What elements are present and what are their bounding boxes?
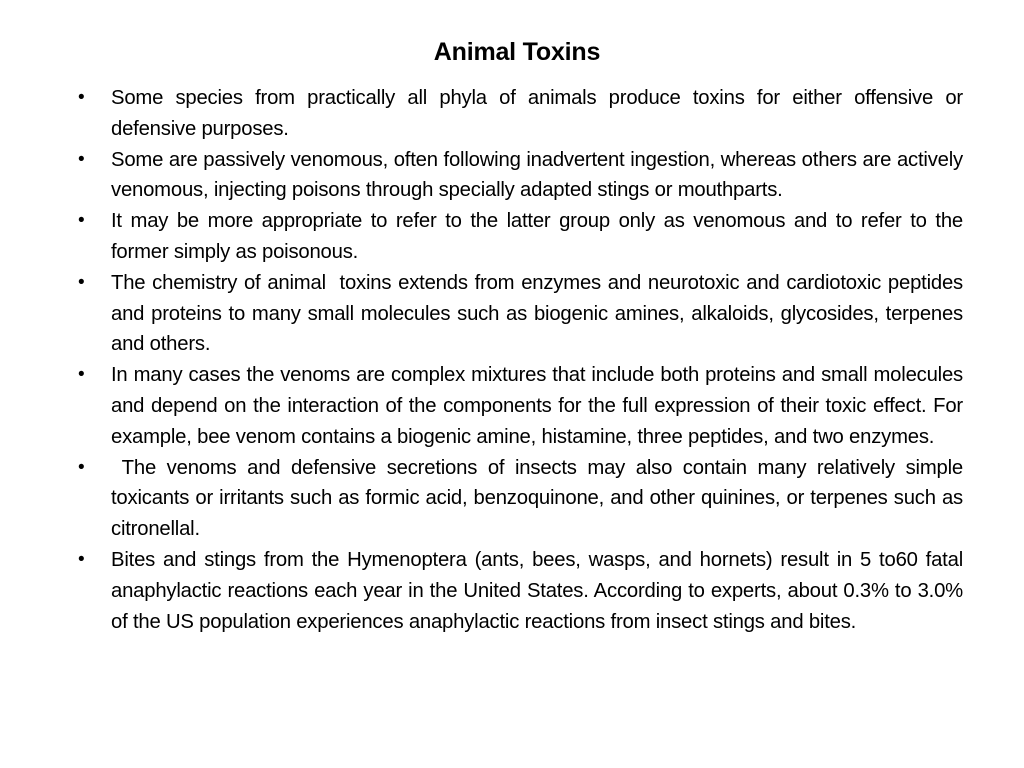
- bullet-text: Some are passively venomous, often following inadvertent ingestion, whereas others are actively venomous, injecting poisons through specially adapted stings or mouthparts.: [111, 148, 969, 202]
- bullet-text: The venoms and defensive secretions of insects may also contain many relatively simple toxicants or irritants such as formic acid, benzoquinone, and other quinines, or terpenes such as citronellal.: [111, 456, 969, 541]
- bullet-item: [76, 268, 969, 360]
- bullet-marker-icon: •: [78, 210, 85, 232]
- bullet-marker-icon: •: [78, 148, 85, 170]
- bullet-text: Some species from practically all phyla of animals produce toxins for either offensive or defensive purposes.: [111, 87, 969, 140]
- bullet-marker-icon: •: [78, 271, 85, 293]
- bullet-text: In many cases the venoms are complex mixtures that include both proteins and small molecules and depend on the interaction of the components for the full expression of their toxic effect. For example, bee venom contains a biogenic amine, histamine, three peptides, and two enzymes.: [111, 364, 969, 448]
- bullet-text: Bites and stings from the Hymenoptera (ants, bees, wasps, and hornets) result in 5 to60 fatal anaphylactic reactions each year in the United States. According to experts, about 0.3% to 3.0% of the US population experiences anaphylactic reactions from insect stings and bites.: [111, 548, 969, 633]
- bullet-item: [76, 360, 969, 452]
- bullet-marker-icon: •: [78, 548, 85, 570]
- bullet-marker-icon: •: [78, 87, 85, 108]
- bullet-item: [76, 206, 969, 268]
- bullet-text: It may be more appropriate to refer to the latter group only as venomous and to refer to the former simply as poisonous.: [111, 210, 969, 263]
- bullet-item: [76, 145, 969, 207]
- bullet-marker-icon: •: [78, 456, 85, 478]
- slide-title: Animal Toxins: [433, 38, 601, 66]
- bullet-item: [76, 83, 969, 145]
- bullet-item: [76, 545, 969, 637]
- bullet-list: [76, 83, 969, 637]
- bullet-marker-icon: •: [78, 364, 85, 386]
- bullet-text: The chemistry of animal toxins extends from enzymes and neurotoxic and cardiotoxic peptides and proteins to many small molecules such as biogenic amines, alkaloids, glycosides, terpenes and others.: [111, 271, 969, 356]
- bullet-item: [76, 453, 969, 545]
